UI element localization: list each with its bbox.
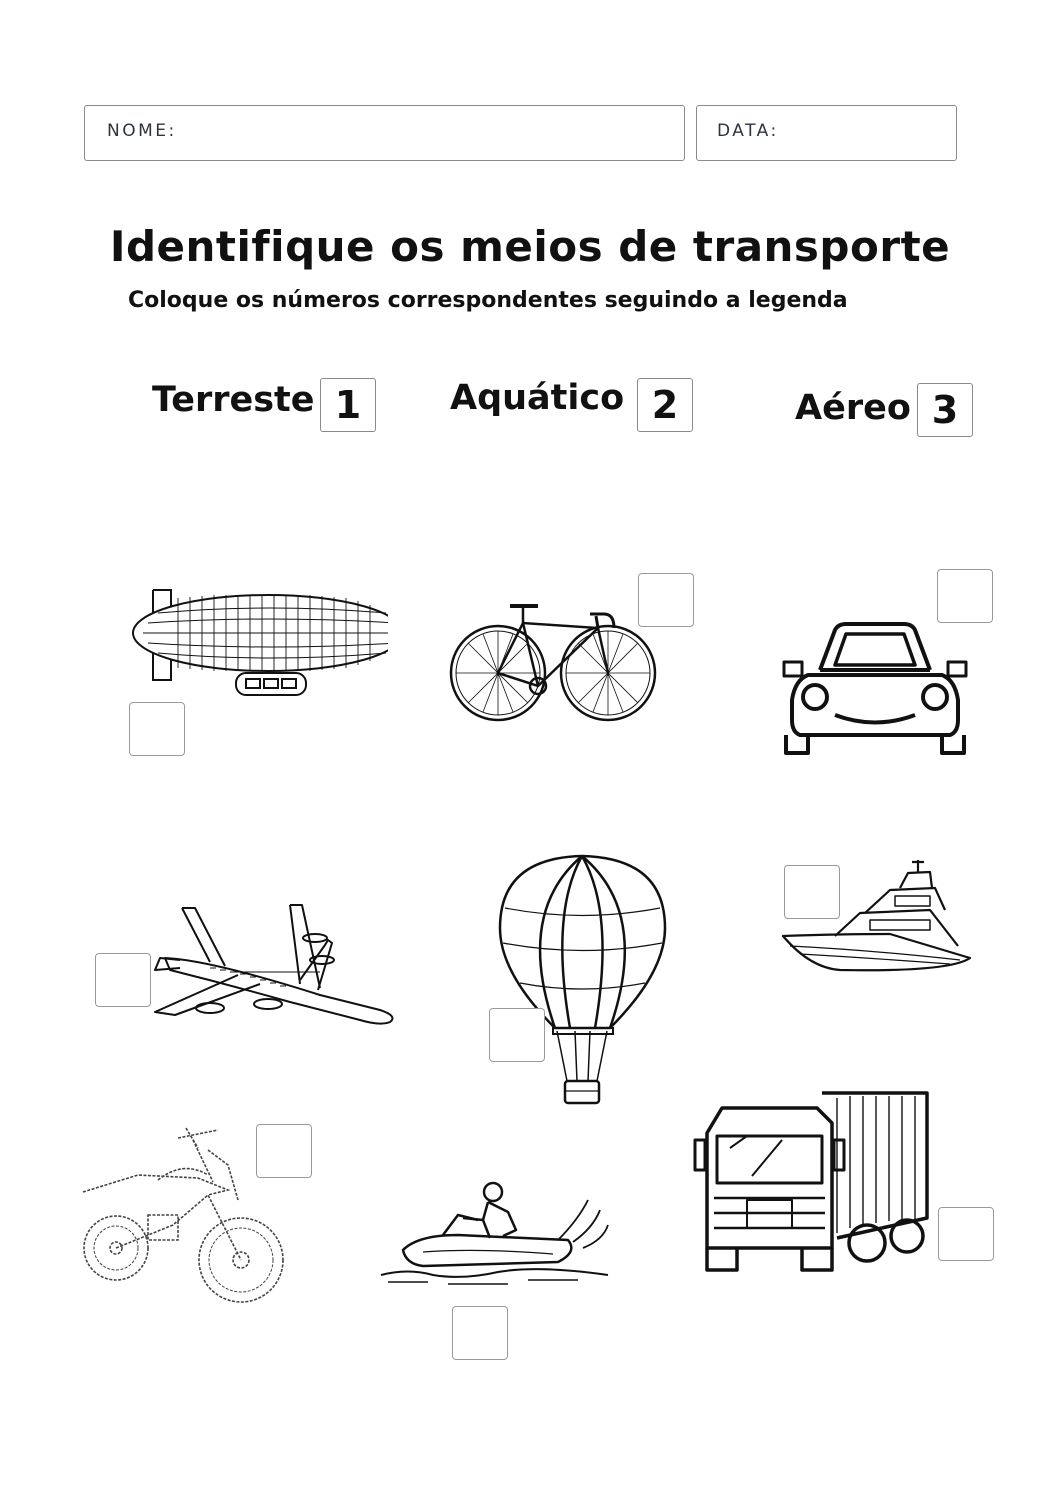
page-subtitle: Coloque os números correspondentes seguindo a legenda <box>128 288 848 313</box>
airship-icon <box>128 585 388 705</box>
answer-box-jet-ski[interactable] <box>452 1306 508 1360</box>
name-field[interactable] <box>84 105 685 161</box>
legend-number-aereo: 3 <box>917 383 973 437</box>
answer-box-yacht[interactable] <box>784 865 840 919</box>
hot-air-balloon-icon <box>495 853 670 1108</box>
date-field[interactable] <box>696 105 957 161</box>
answer-box-truck[interactable] <box>938 1207 994 1261</box>
airplane-icon <box>150 900 400 1035</box>
answer-box-motorcycle[interactable] <box>256 1124 312 1178</box>
name-label: NOME: <box>107 121 177 141</box>
date-label: DATA: <box>717 121 779 141</box>
page-title: Identifique os meios de transporte <box>109 222 951 271</box>
answer-box-car[interactable] <box>937 569 993 623</box>
answer-box-balloon[interactable] <box>489 1008 545 1062</box>
answer-box-airplane[interactable] <box>95 953 151 1007</box>
legend-number-aquatico: 2 <box>637 378 693 432</box>
legend-label-aquatico: Aquático <box>450 378 625 418</box>
legend-number-terrestre: 1 <box>320 378 376 432</box>
car-icon <box>780 620 970 760</box>
jet-ski-icon <box>378 1180 610 1290</box>
answer-box-airship[interactable] <box>129 702 185 756</box>
bicycle-icon <box>448 598 658 728</box>
legend-label-aereo: Aéreo <box>795 388 911 428</box>
answer-box-bicycle[interactable] <box>638 573 694 627</box>
truck-icon <box>692 1088 932 1283</box>
legend-label-terrestre: Terreste <box>152 380 315 420</box>
